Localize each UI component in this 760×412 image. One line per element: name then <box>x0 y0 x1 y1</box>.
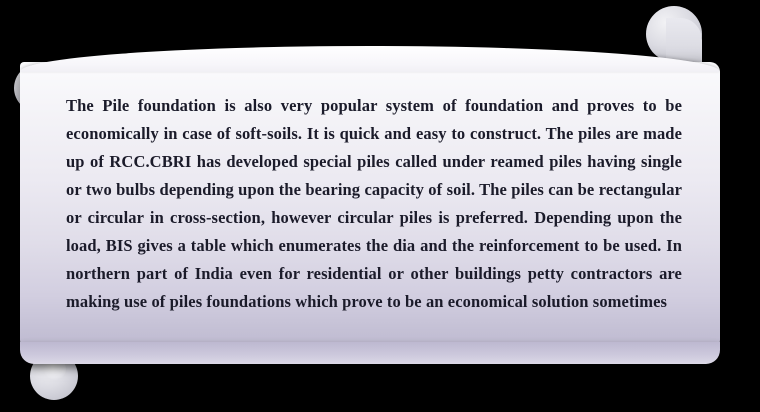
paper-content-area <box>20 62 720 316</box>
scroll-paper <box>20 62 720 354</box>
body-text: The Pile foundation is also very popular system of foundation and proves to be economically in case of soft-soils. It is quick and easy to construct. The piles are made up of RCC.CBRI has developed special piles called under reamed piles having single or two bulbs depending upon the bearing capacity of soil. The piles can be rectangular or circular in cross-section, however circular piles is preferred. Depending upon the load, BIS gives a table which enumerates the dia and the reinforcement to be used. In northern part of India even for residential or other buildings petty contractors are making use of piles foundations which prove to be an economical solution sometimes <box>66 96 682 312</box>
scroll-tab-top-right <box>666 18 702 62</box>
